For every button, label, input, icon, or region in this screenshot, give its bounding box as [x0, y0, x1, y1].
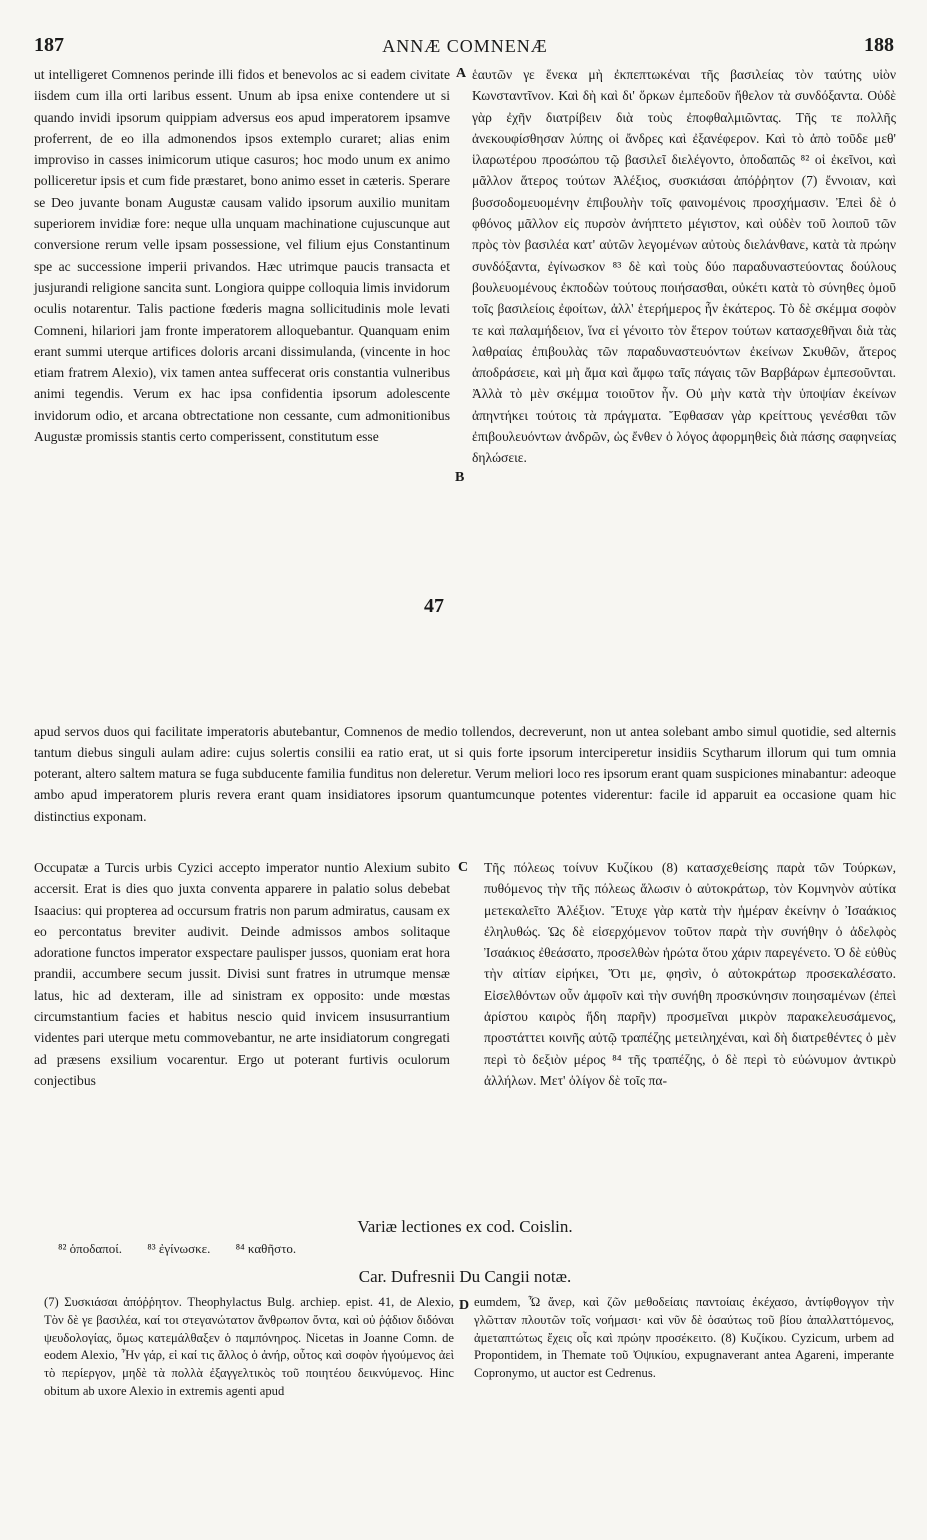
greek-column-1 [472, 64, 896, 469]
note-7: (7) Συσκιάσαι ἀπόῤῥητον. Theophylactus Bulg. archiep. epist. 41, de Alexio, Τὸν δὲ γε βασιλέα, καί τοι στεγανώτατον ἄνθρωπον ὄντα, καὶ οὐ ῥᾴδιον διδόναι ψευδολογίας, ὅμως κατεμάλθαξεν ὁ παμπόνηρος. Nicetas in Joanne Comn. de eodem Alexio, Ἦν γάρ, εἰ καί τις ἄλλος ὁ ἀνήρ, οὗτος καὶ σοφὸν ἡγούμενος ἀεὶ τὸ περίεργον, μηδὲ τὰ πολλὰ ἐξαγγελτικὸς τοῦ ποιητέου δεικνύμενος. Hinc obitum ab uxore Alexio in extremis agenti apud [44, 1295, 454, 1398]
greek-text-1: ἑαυτῶν γε ἕνεκα μὴ ἐκπεπτωκέναι τῆς βασιλείας τὸν ταύτης υἱὸν Κωνσταντῖνον. Καὶ δὴ καὶ δι' ὅρκων ἐμπεδοῦν ἤθελον τὰ συνδόξαντα. Οὐδὲ γὰρ ἐχῆν διατρίβειν διὰ τοὺς ἐποφθαλμιῶντας. Τῆς τε πολλῆς ἀνεκουφίσθησαν λύπης οἱ ἄνδρες καὶ ἐξανέφερον. Καὶ τὸ ἀπὸ τοῦδε μεθ' ἱλαρωτέρου προσώπου τῷ βασιλεῖ διελέγοντο, ὁποδαπῶς ⁸² οἱ ἐκεῖνοι, καὶ μᾶλλον ἅτερος τούτων Ἀλέξιος, συσκιάσαι ἀπόῤῥητον (7) ἔννοιαν, καὶ βυσσοδομευομένην ἐπιβουλὴν τοῖς φαινομένοις προσχήμασιν. Ἐπεὶ δὲ ὁ φθόνος μᾶλλον εἰς πυρσὸν ἀνήπτετο μέγιστον, καὶ οὐδὲν τοῦ λοιποῦ τῶν πρὸς τὸν βασιλέα κατ' αὐτῶν λεγομένων αὐτοὺς διελάνθανε, κατὰ τὰ πρώην συνδόξαντα, ἐγίνωσκον ⁸³ δὲ καὶ τοὺς δύο παραδυναστεύοντας δούλους βουλευομένους ἐκποδὼν τούτους ποιήσασθαι, οὐκέτι κατὰ τὸ σύνηθες ὁμοῦ τοῖς βασιλείοις ἐφοίτων, ἀλλ' ἑτερήμερος ἦν ἑκάτερος. Τὸ δὲ σκέμμα σοφὸν τε καὶ παλαμήδειον, ἵνα εἰ γένοιτο τὸν ἕτερον τούτων κατασχεθῆναι διὰ τὰς λαθραίας ἐπιβουλὰς τῶν παραδυναστευόντων ἐκείνων Σκυθῶν, ἅτερος ἀποδράσειε, καὶ μὴ ἄμα καὶ ἄμφω ταῖς πάγαις τῶν Βαρβάρων ἐμπεσοῦνται. Ἀλλὰ τὸ μὲν σκέμμα τοιοῦτον ἦν. Οὐ μὴν κατὰ τὴν ὑποψίαν ἐκείνων ἀπηντήκει τούτοις τὰ πράγματα. Ἔφθασαν γὰρ κρείττους γενέσθαι τῶν ἐπιβουλευόντων ἀνδρῶν, ὡς ἔνθεν ὁ λόγος ἀφορμηθεὶς διὰ πάσης σαφηνείας δηλώσειε. [472, 67, 896, 466]
latin-text-2: Occupatæ a Turcis urbis Cyzici accepto imperator nuntio Alexium subito accersit. Erat is dies quo juxta conventa apparere in palatio solus debebat Isaacius: qui propterea ad occursum fratris non parum admiratus, causam ex eo percontatus breviter audivit. Deinde admissos ambos solitaque adoratione functos imperator exspectare paulisper jussos, quoniam erat hora prandii, accumbere secum jussit. Divisi sunt fratres in utrumque mensæ latus, hic ad dexteram, ille ad sinistram ex opposito: unde mœstas circumstantium facies et habitus nescio quid invicem insusurrantium videntes pari uterque metu commovebantur, ne arte insidiatorum congregati ad præsens exsilium vocarentur. Ergo ut poterant furtivis oculorum conjectibus [34, 860, 450, 1088]
running-header [34, 30, 896, 64]
variant-83: ⁸³ ἐγίνωσκε. [147, 1241, 211, 1256]
margin-mark-b: B [455, 470, 465, 485]
latin-text-1: ut intelligeret Comnenos perinde illi fidos et benevolos ac si eadem civitate iisdem cum illa orti laribus essent. Unum ab ipsa enixe contendere ut si quando invidi ipsorum quippiam adversus eos apud imperatorem ipsamve proferrent, de eo illa admonendos ipsos extemplo curaret; alias enim improviso in casses inimicorum utique casuros; hoc modo unum ex animo polliceretur ipsis et cum fide præstaret, bono animo esset in cæteris. Sperare se Deo juvante bonam Augustæ causam valido ipsorum auxilio munitam superiorem invidiæ fore: neque ulla unquam machinatione cujuscunque aut conversione rerum velle ipsam possessione, vel filium ejus Constantinum spe ac successione imperii privandos. Hæc utrimque paucis transacta et jusjurandi religione sancita sunt. Longiora quippe colloquia limis invidorum oculis notarentur. Talis pactione fœderis magna sollicitudinis mole levati Comneni, hilariori jam fronte imperatorem alloquebantur. Quanquam enim erant summi uterque artifices doloris arcani dissimulanda, (vincente in hoc etiam fratrem Alexio), vix tamen antea suffecerat oris constantia vulneribus animi tegendis. Verum ex hac ipsa confidentia ipsorum adolescente invidorum odio, et arcana obtrectatione non cessante, cum admonitionibus Augustæ promissis stantis certo comperissent, constitutum esse [34, 67, 450, 445]
greek-column-2 [484, 857, 896, 1091]
greek-text-2: Τῆς πόλεως τοίνυν Κυζίκου (8) κατασχεθείσης παρὰ τῶν Τούρκων, πυθόμενος τὴν τῆς πόλεως ἅλωσιν ὁ αὐτοκράτωρ, τὸν Κομνηνὸν αὐτίκα μετεκαλεῖτο Ἀλέξιον. Ἔτυχε γὰρ κατὰ τὴν ἡμέραν ἐκείνην ὁ Ἰσαάκιος ἐληλυθώς. Ὡς δὲ εἰσερχόμενον τοῦτον παρὰ τὴν συνήθην ὁ ἀδελφὸς Ἰσαάκιος ἐθεάσατο, προσελθὼν ἠρώτα ὅτου χάριν παρεγένετο. Ὁ δὲ εὐθὺς τὴν αἰτίαν εἰρήκει, Ὅτι με, φησὶν, ὁ αὐτοκράτωρ προσεκαλέσατο. Εἰσελθόντων οὖν ἀμφοῖν καὶ τὴν συνήθη προσκύνησιν ποιησαμένων (ἐπεὶ ἀρίστου καιρὸς ἤδη παρῆν) προσμεῖναι μικρὸν παρακελευσάμενος, προστάττει κοινῆς αὐτῷ τραπέζης μετειληχέναι, καὶ δὴ διατρεθέντες ὁ μὲν περὶ τὸ δεξιὸν μέρος ⁸⁴ τῆς τραπέζης, ὁ δὲ περὶ τὸ εὐώνυμον ἀντικρὺ ἀλλήλων. Μετ' ὀλίγον δὲ τοῖς πα- [484, 860, 896, 1088]
page-number-left: 187 [34, 34, 64, 56]
variant-readings [58, 1241, 318, 1257]
variae-lectiones-heading: Variæ lectiones ex cod. Coislin. [357, 1217, 573, 1236]
latin-text-full: apud servos duos qui facilitate imperatoris abutebantur, Comnenos de medio tollendos, decreverunt, non ut antea solebant ambo simul quotidie, sed alternis tantum diebus singuli aulam adire: cujus solertis consilii ea ratio erat, ut si quis forte ipsorum interciperetur insidiis Scytharum illorum qui tum omnia poterant, altero saltem matura se fuga subducente familia funditus non deleretur. Verum meliori loco res ipsorum erant quam suspiciones minabantur: adeoque ambo apud imperatorem pluris revera erant quam insidiatores ipsorum quantumcunque potentes viderentur: facile id apparuit ea occasione quam hic distinctius exponam. [34, 723, 896, 824]
latin-column-2 [34, 857, 450, 1091]
latin-column-1 [34, 64, 450, 447]
notae-heading: Car. Dufresnii Du Cangii notæ. [358, 1267, 572, 1286]
running-title: ANNÆ COMNENÆ [382, 36, 548, 56]
folio-mark: 47 [424, 595, 444, 617]
margin-mark-c: C [458, 860, 469, 875]
margin-mark-a: A [456, 66, 467, 81]
book-page [34, 30, 896, 1530]
note-8: eumdem, Ὦ ἄνερ, καὶ ζῶν μεθοδείαις παντοίαις ἐκέχασο, ἀντίφθογγον τὴν γλῶτταν πλουτῶν τοῖς νοήμασι· καὶ νῦν δὲ ὁσαύτως τοῦ βίου ἀπαλλαττόμενος, ἀμεταπτώτως ἔχεις οἷς καὶ πρώην προσέκειτο. (8) Κυζίκου. Cyzicum, urbem ad Propontidem, in Themate τοῦ Ὀψικίου, expugnaverant antea Agareni, imperante Copronymo, ut auctor est Cedrenus. [474, 1295, 894, 1381]
margin-mark-d: D [459, 1298, 470, 1313]
variant-82: ⁸² ὁποδαποί. [58, 1241, 122, 1256]
page-number-right: 188 [864, 34, 894, 56]
latin-full-width [34, 707, 896, 841]
variant-84: ⁸⁴ καθῆστο. [235, 1241, 297, 1256]
